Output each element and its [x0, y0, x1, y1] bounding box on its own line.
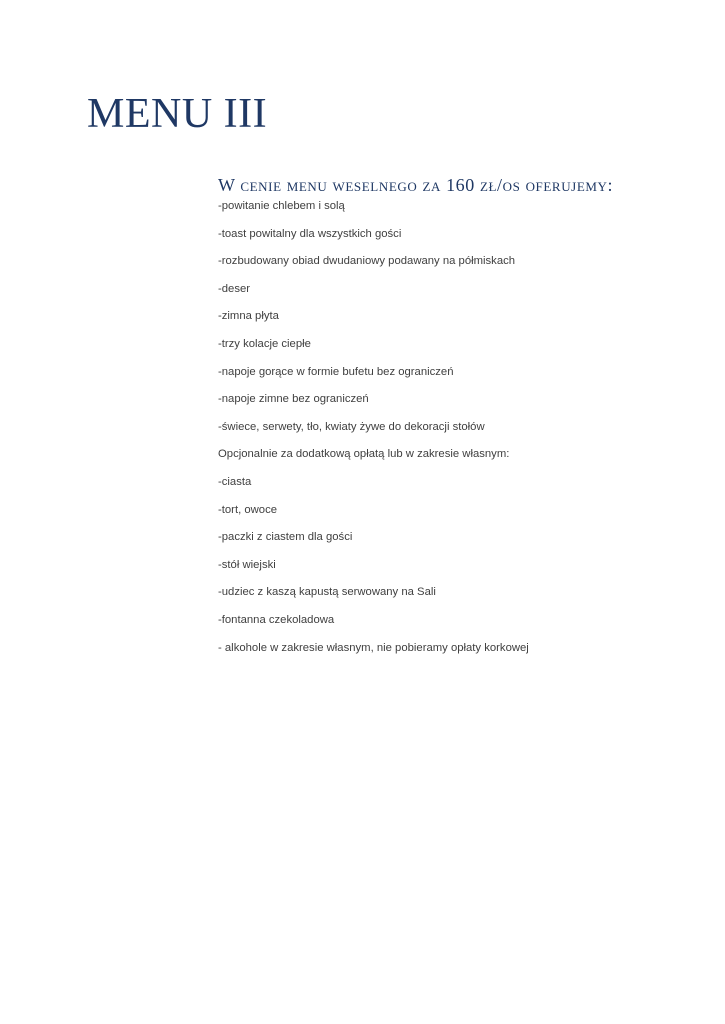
- menu-item: -napoje gorące w formie bufetu bez ograniczeń: [218, 365, 454, 378]
- menu-item: -powitanie chlebem i solą: [218, 200, 345, 212]
- optional-item: -stół wiejski: [218, 558, 276, 571]
- optional-item: -ciasta: [218, 475, 252, 488]
- optional-item: - alkohole w zakresie własnym, nie pobieramy opłaty korkowej: [218, 641, 529, 654]
- menu-item: -napoje zimne bez ograniczeń: [218, 393, 369, 406]
- optional-item: -udziec z kaszą kapustą serwowany na Sali: [218, 586, 436, 599]
- optional-item: -paczki z ciastem dla gości: [218, 531, 353, 544]
- menu-item: -trzy kolacje ciepłe: [218, 337, 311, 350]
- menu-item-list: [218, 197, 529, 666]
- menu-item: -świece, serwety, tło, kwiaty żywe do dekoracji stołów: [218, 420, 485, 433]
- menu-subtitle: W cenie menu weselnego za 160 zł/os oferujemy:: [218, 175, 614, 195]
- menu-item: -toast powitalny dla wszystkich gości: [218, 227, 402, 240]
- menu-item: -rozbudowany obiad dwudaniowy podawany na półmiskach: [218, 255, 516, 268]
- page-title: MENU III: [87, 91, 268, 137]
- optional-heading: Opcjonalnie za dodatkową opłatą lub w zakresie własnym:: [218, 448, 510, 461]
- menu-item: -zimna płyta: [218, 310, 279, 323]
- optional-item: -fontanna czekoladowa: [218, 613, 335, 626]
- optional-item: -tort, owoce: [218, 503, 278, 516]
- menu-item: -deser: [218, 282, 251, 295]
